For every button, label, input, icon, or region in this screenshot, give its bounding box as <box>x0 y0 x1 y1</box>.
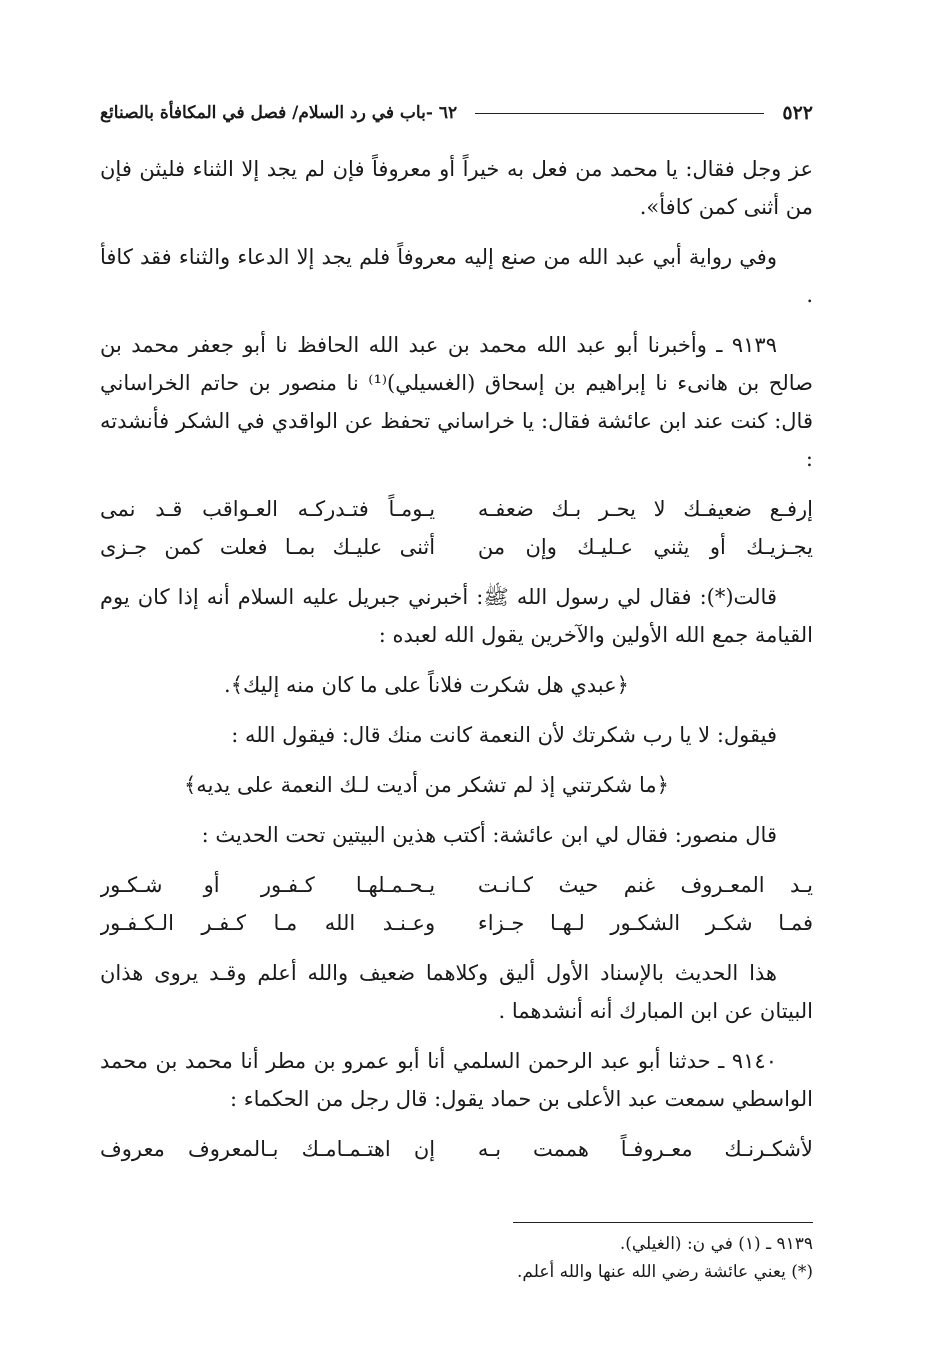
hemistich-right: يجـزيـك أو يثني عـليـك وإن من <box>477 535 813 559</box>
footnote: (*) يعني عائشة رضي الله عنها والله أعلم. <box>517 1262 813 1282</box>
footnotes <box>100 1230 813 1286</box>
poem-line <box>100 1130 813 1168</box>
hemistich-right: لأشكـرنـك معـروفـاً هممت بـه <box>477 1137 813 1161</box>
hemistich-left: يـحـمـلهـا كـفـور أو شـكـور <box>100 873 436 897</box>
hemistich-left: أثنى عليـك بمـا فعلت كمن جـزى <box>100 535 436 559</box>
hadith-9139: ٩١٣٩ ـ وأخبرنا أبو عبد الله محمد بن عبد الله الحافظ نا أبو جعفر محمد بن صالح بن هانىء نا إبراهيم بن إسحاق (الغسيلي)⁽¹⁾ نا منصور بن حاتم الخراساني قال: كنت عند ابن عائشة فقال: يا خراساني تحفظ عن الواقدي في الشكر فأنشدته : <box>100 333 813 471</box>
footnote: ٩١٣٩ ـ (١) في ن: (الغيلي). <box>619 1234 813 1254</box>
hemistich-right: إرفـع ضعيفـك لا يحـر بـك ضعفـه <box>477 497 813 521</box>
paragraph: وفي رواية أبي عبد الله من صنع إليه معروفاً فلم يجد إلا الدعاء والثناء فقد كافأ . <box>100 245 813 307</box>
hemistich-left: وعـنـد الله مـا كـفـر الـكـفـور <box>100 911 436 935</box>
page-number: ٥٢٢ <box>782 102 813 124</box>
hemistich-left: إن اهتـمـامـك بـالمعروف معروف <box>100 1137 436 1161</box>
hemistich-right: يـد المعـروف غنم حيث كـانـت <box>477 873 813 897</box>
paragraph: قال منصور: فقال لي ابن عائشة: أكتب هذين البيتين تحت الحديث : <box>201 823 777 847</box>
header-rule <box>475 113 764 114</box>
poem-line <box>100 528 813 566</box>
quote: ﴿ما شكرتني إذ لم تشكر من أديت لـك النعمة على يديه﴾ <box>184 773 669 797</box>
poem-line <box>100 490 813 528</box>
paragraph: عز وجل فقال: يا محمد من فعل به خيراً أو معروفاً فإن لم يجد إلا الثناء فليثن فإن من أثنى كمن كافأ». <box>100 157 813 219</box>
paragraph: هذا الحديث بالإسناد الأول أليق وكلاهما ضعيف والله أعلم وقـد يروى هذان البيتان عن ابن المبارك أنه أنشدهما . <box>100 961 813 1023</box>
poem-verses-3 <box>100 1130 813 1168</box>
poem-verses-2 <box>100 866 813 942</box>
hemistich-left: يـومـاً فتـدركـه العـواقب قـد نمى <box>100 497 436 521</box>
quote: ﴿عبدي هل شكرت فلاناً على ما كان منه إليك﴾. <box>224 673 629 697</box>
paragraph: قالت(*): فقال لي رسول الله ﷺ: أخبرني جبريل عليه السلام أنه إذا كان يوم القيامة جمع الله الأولين والآخرين يقول الله لعبده : <box>100 585 813 647</box>
paragraph: فيقول: لا يا رب شكرتك لأن النعمة كانت منك قال: فيقول الله : <box>231 723 777 747</box>
hemistich-right: فمـا شكـر الشكـور لـهـا جـزاء <box>477 911 813 935</box>
running-title: ٦٢ -باب في رد السلام/ فصل في المكافأة بالصنائع <box>100 103 458 123</box>
poem-verses-1 <box>100 490 813 566</box>
page-body <box>100 150 813 1180</box>
poem-line <box>100 866 813 904</box>
page-header <box>100 98 813 128</box>
footnote-rule <box>513 1222 813 1223</box>
hadith-9140: ٩١٤٠ ـ حدثنا أبو عبد الرحمن السلمي أنا أبو عمرو بن مطر أنا محمد بن محمد الواسطي سمعت عبد الأعلى بن حماد يقول: قال رجل من الحكماء : <box>100 1049 813 1111</box>
poem-line <box>100 904 813 942</box>
